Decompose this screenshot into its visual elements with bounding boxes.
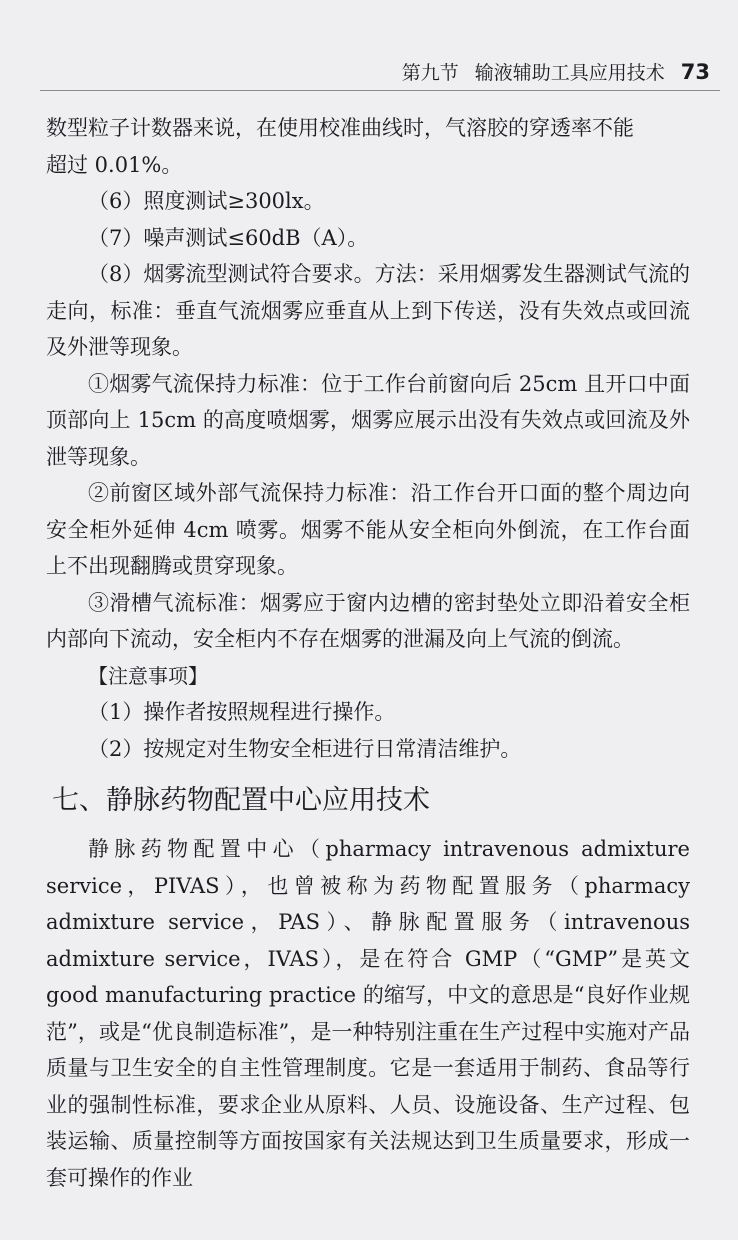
header-title: 输液辅助工具应用技术 bbox=[474, 62, 665, 84]
smoke-standard-1: ①烟雾气流保持力标准：位于工作台前窗向后 25cm 且开口中面顶部向上 15cm 的高度喷烟雾，烟雾应展示出没有失效点或回流及外泄等现象。 bbox=[46, 371, 690, 469]
page-body bbox=[46, 110, 690, 1196]
pivas-paragraph: 静脉药物配置中心（pharmacy intravenous admixture service，PIVAS），也曾被称为药物配置服务（pharmacy admixture service，PAS）、静脉配置服务（intravenous admixture service，IVAS），是在符合 GMP（“GMP”是英文 good manufacturing practice 的缩写，中文的意思是“良好作业规范”，或是“优良制造标准”，是一种特别注重在生产过程中实施对产品质量与卫生安全的自主性管理制度。它是一套适用于制药、食品等行业的强制性标准，要求企业从原料、人员、设施设备、生产过程、包装运输、质量控制等方面按国家有关法规达到卫生质量要求，形成一套可操作的作业 bbox=[46, 837, 690, 1190]
running-header bbox=[402, 58, 710, 85]
notes-heading: 【注意事项】 bbox=[88, 663, 208, 688]
item-6: （6）照度测试≥300lx。 bbox=[88, 189, 325, 213]
note-1: （1）操作者按照规程进行操作。 bbox=[88, 700, 396, 724]
smoke-standard-2: ②前窗区域外部气流保持力标准：沿工作台开口面的整个周边向安全柜外延伸 4cm 喷雾。烟雾不能从安全柜向外倒流，在工作台面上不出现翻腾或贯穿现象。 bbox=[46, 481, 690, 578]
page-number: 73 bbox=[680, 60, 710, 84]
header-section: 第九节 bbox=[401, 62, 459, 84]
item-8: （8）烟雾流型测试符合要求。方法：采用烟雾发生器测试气流的走向，标准：垂直气流烟雾应垂直从上到下传送，没有失效点或回流及外泄等现象。 bbox=[46, 262, 690, 359]
intro-line-1: 数型粒子计数器来说，在使用校准曲线时，气溶胶的穿透率不能 bbox=[46, 116, 634, 140]
section-title: 七、静脉药物配置中心应用技术 bbox=[52, 785, 430, 816]
smoke-standard-3: ③滑槽气流标准：烟雾应于窗内边槽的密封垫处立即沿着安全柜内部向下流动，安全柜内不存在烟雾的泄漏及向上气流的倒流。 bbox=[46, 590, 690, 651]
header-rule bbox=[40, 90, 720, 91]
note-2: （2）按规定对生物安全柜进行日常清洁维护。 bbox=[88, 736, 522, 761]
item-7: （7）噪声测试≤60dB（A）。 bbox=[88, 225, 369, 250]
intro-line-2: 超过 0.01%。 bbox=[46, 152, 183, 177]
